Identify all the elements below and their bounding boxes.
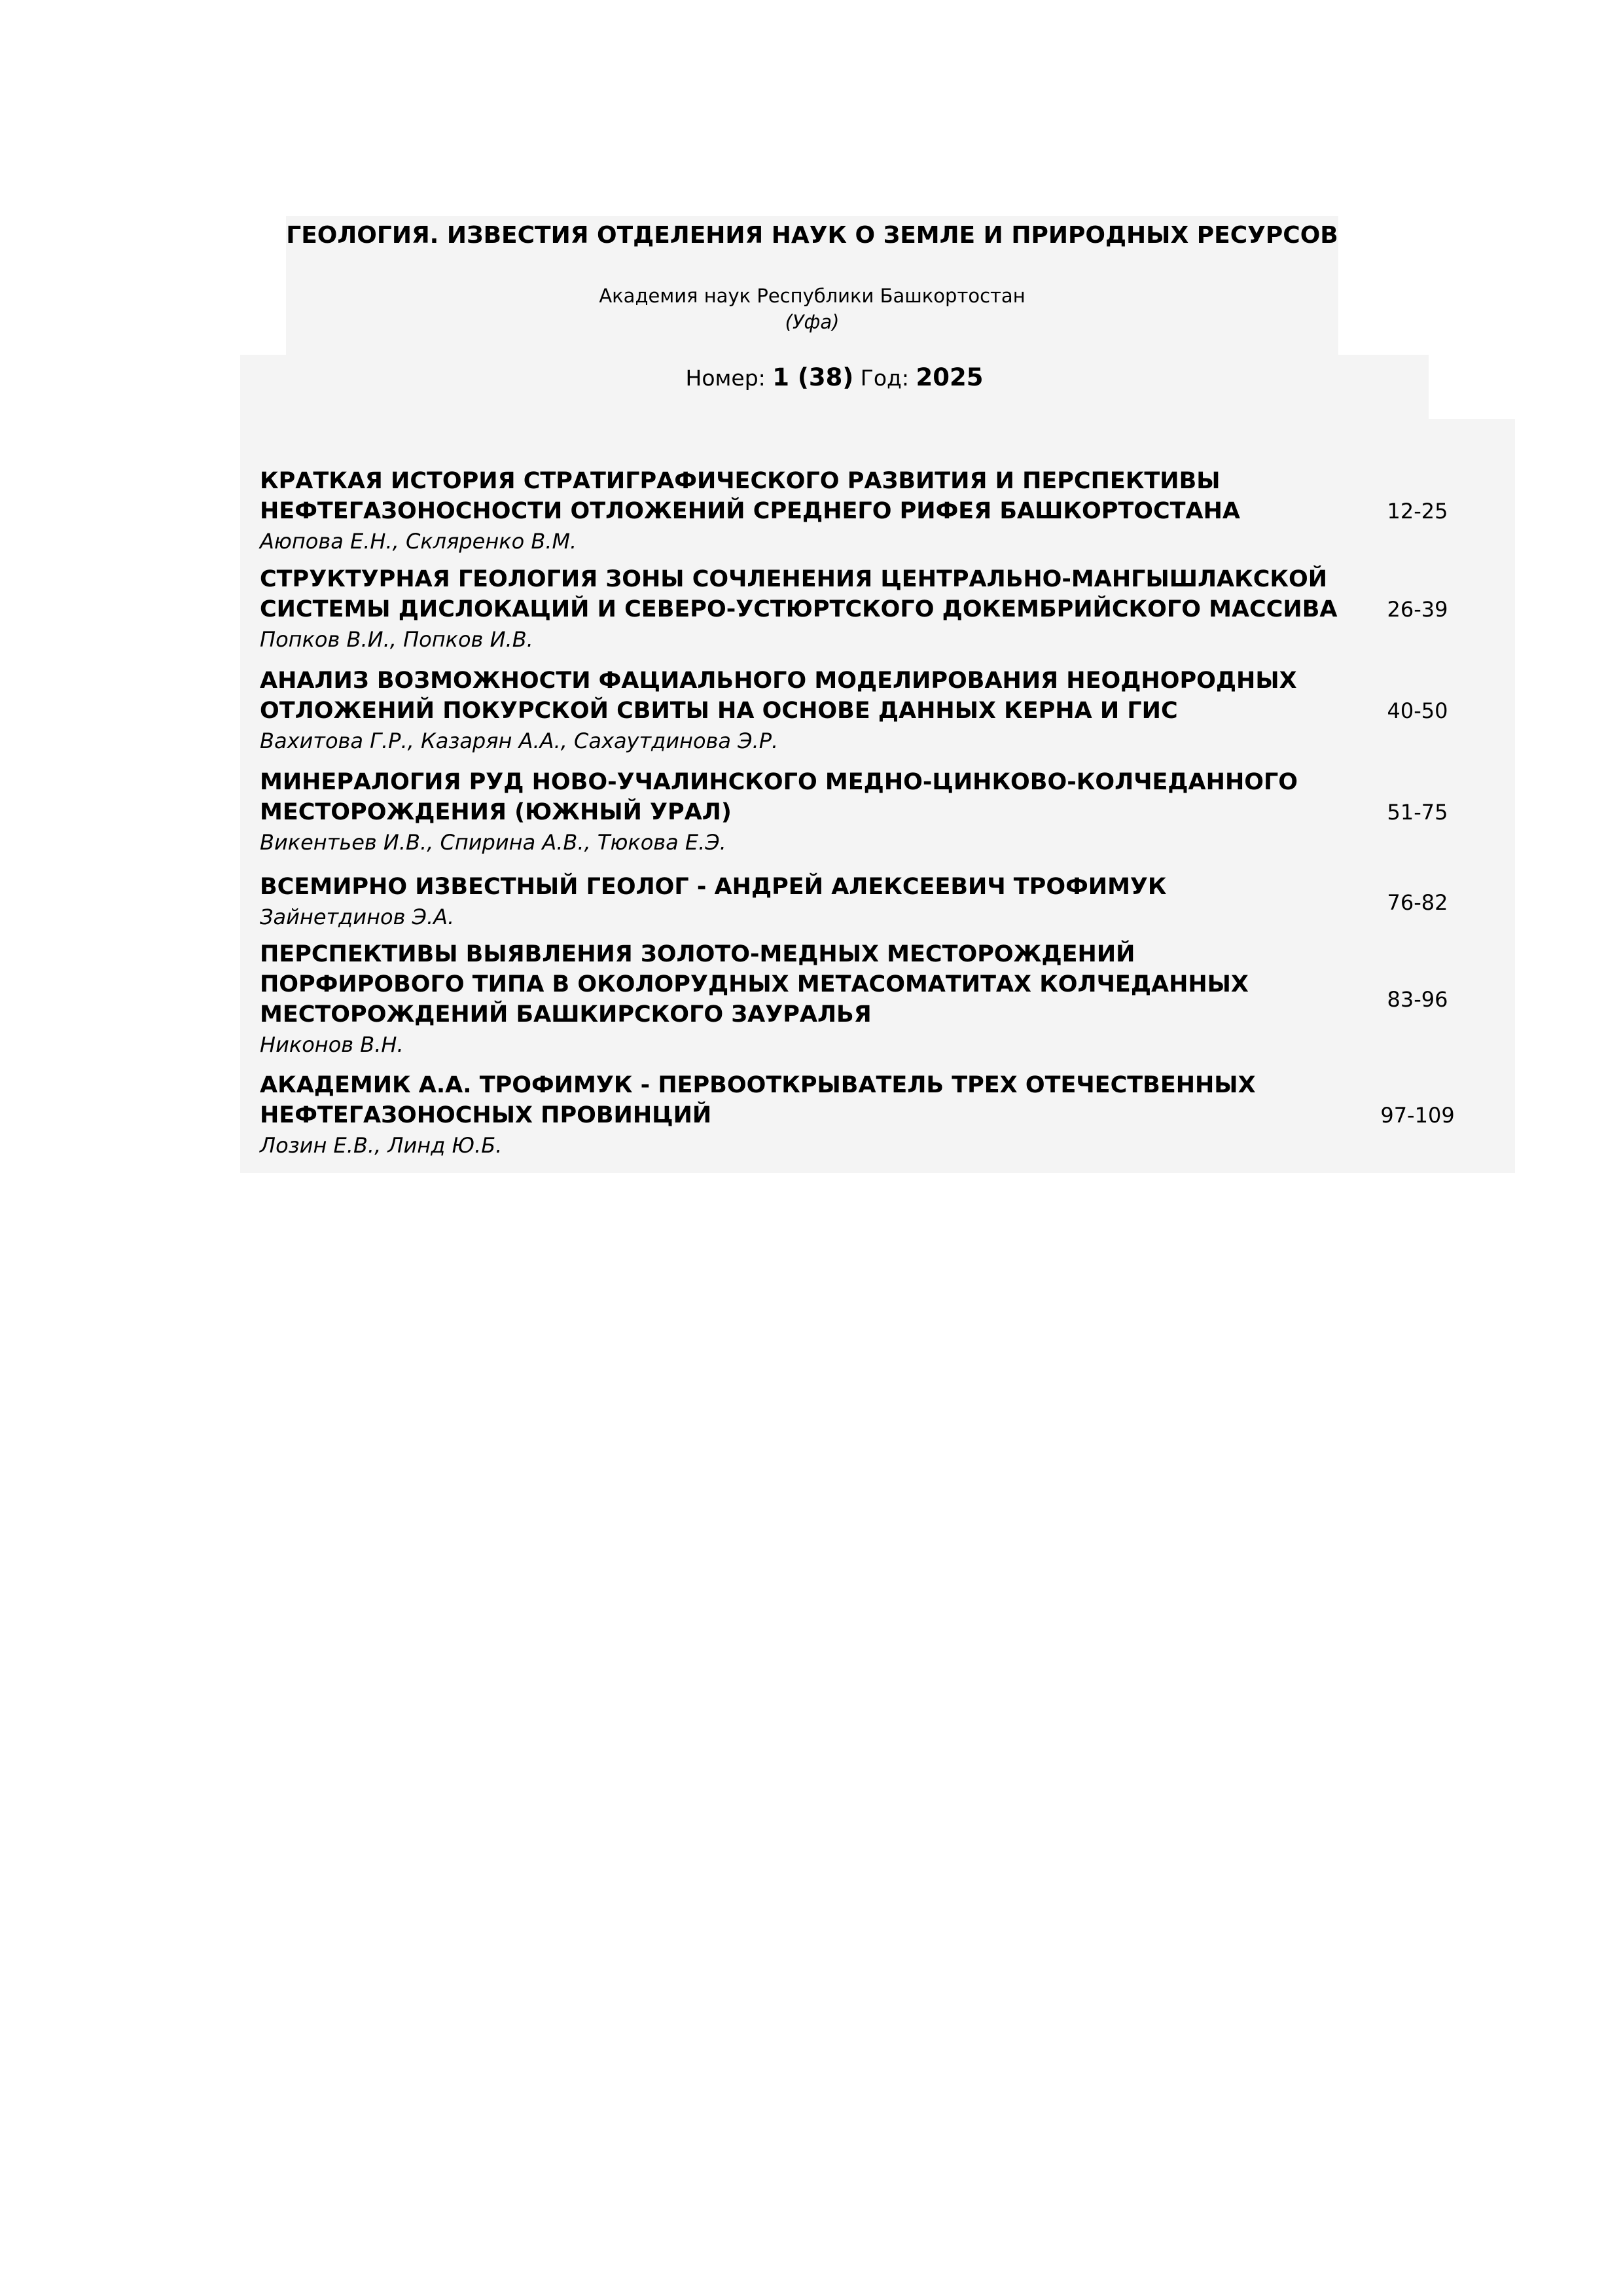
table-of-contents [260,466,1495,1168]
article-authors: Попков В.И., Попков И.В. [260,627,533,652]
issue-year: 2025 [916,363,984,391]
article-authors: Никонов В.Н. [260,1032,404,1057]
issue-number: 1 (38) [772,363,854,391]
toc-item [260,666,1495,767]
article-pages: 26-39 [1387,597,1448,622]
article-pages: 83-96 [1387,987,1448,1012]
article-authors: Аюпова Е.Н., Скляренко В.М. [260,529,577,554]
article-title-link[interactable]: КРАТКАЯ ИСТОРИЯ СТРАТИГРАФИЧЕСКОГО РАЗВИТИЯ И ПЕРСПЕКТИВЫ НЕФТЕГАЗОНОСНОСТИ ОТЛОЖЕНИЙ СРЕДНЕГО РИФЕЯ БАШКОРТОСТАНА [260,468,1241,524]
toc-item [260,1070,1495,1168]
issue-year-label: Год: [860,365,909,391]
article-pages: 12-25 [1387,499,1448,524]
article-title-link[interactable]: ВСЕМИРНО ИЗВЕСТНЫЙ ГЕОЛОГ - АНДРЕЙ АЛЕКСЕЕВИЧ ТРОФИМУК [260,874,1167,900]
article-authors: Вахитова Г.Р., Казарян А.А., Сахаутдинова Э.Р. [260,728,779,753]
issue-number-label: Номер: [685,365,766,391]
article-pages: 40-50 [1387,698,1448,723]
article-pages: 51-75 [1387,800,1448,825]
toc-item [260,939,1495,1070]
article-title-link[interactable]: АКАДЕМИК А.А. ТРОФИМУК - ПЕРВООТКРЫВАТЕЛЬ ТРЕХ ОТЕЧЕСТВЕННЫХ НЕФТЕГАЗОНОСНЫХ ПРОВИНЦИЙ [260,1072,1256,1128]
article-title-link[interactable]: ПЕРСПЕКТИВЫ ВЫЯВЛЕНИЯ ЗОЛОТО-МЕДНЫХ МЕСТОРОЖДЕНИЙ ПОРФИРОВОГО ТИПА В ОКОЛОРУДНЫХ МЕТАСОМАТИТАХ КОЛЧЕДАННЫХ МЕСТОРОЖДЕНИЙ БАШКИРСКОГО ЗАУРАЛЬЯ [260,941,1249,1028]
article-title-link[interactable]: МИНЕРАЛОГИЯ РУД НОВО-УЧАЛИНСКОГО МЕДНО-ЦИНКОВО-КОЛЧЕДАННОГО МЕСТОРОЖДЕНИЯ (ЮЖНЫЙ УРАЛ) [260,769,1298,825]
article-pages: 76-82 [1387,890,1448,915]
article-pages: 97-109 [1380,1103,1455,1128]
article-title-link[interactable]: АНАЛИЗ ВОЗМОЖНОСТИ ФАЦИАЛЬНОГО МОДЕЛИРОВАНИЯ НЕОДНОРОДНЫХ ОТЛОЖЕНИЙ ПОКУРСКОЙ СВИТЫ НА ОСНОВЕ ДАННЫХ КЕРНА И ГИС [260,668,1297,724]
journal-title: ГЕОЛОГИЯ. ИЗВЕСТИЯ ОТДЕЛЕНИЯ НАУК О ЗЕМЛЕ И ПРИРОДНЫХ РЕСУРСОВ [286,222,1338,249]
article-authors: Лозин Е.В., Линд Ю.Б. [260,1133,503,1158]
toc-item [260,767,1495,872]
article-authors: Викентьев И.В., Спирина А.В., Тюкова Е.Э. [260,830,726,855]
article-authors: Зайнетдинов Э.А. [260,905,455,929]
issue-info [240,361,1429,395]
article-title-link[interactable]: СТРУКТУРНАЯ ГЕОЛОГИЯ ЗОНЫ СОЧЛЕНЕНИЯ ЦЕНТРАЛЬНО-МАНГЫШЛАКСКОЙ СИСТЕМЫ ДИСЛОКАЦИЙ И СЕВЕРО-УСТЮРТСКОГО ДОКЕМБРИЙСКОГО МАССИВА [260,566,1338,622]
toc-item [260,466,1495,564]
toc-item [260,564,1495,666]
publisher-city: (Уфа) [785,311,840,333]
publisher-name: Академия наук Республики Башкортостан [599,285,1026,307]
toc-item [260,872,1495,939]
